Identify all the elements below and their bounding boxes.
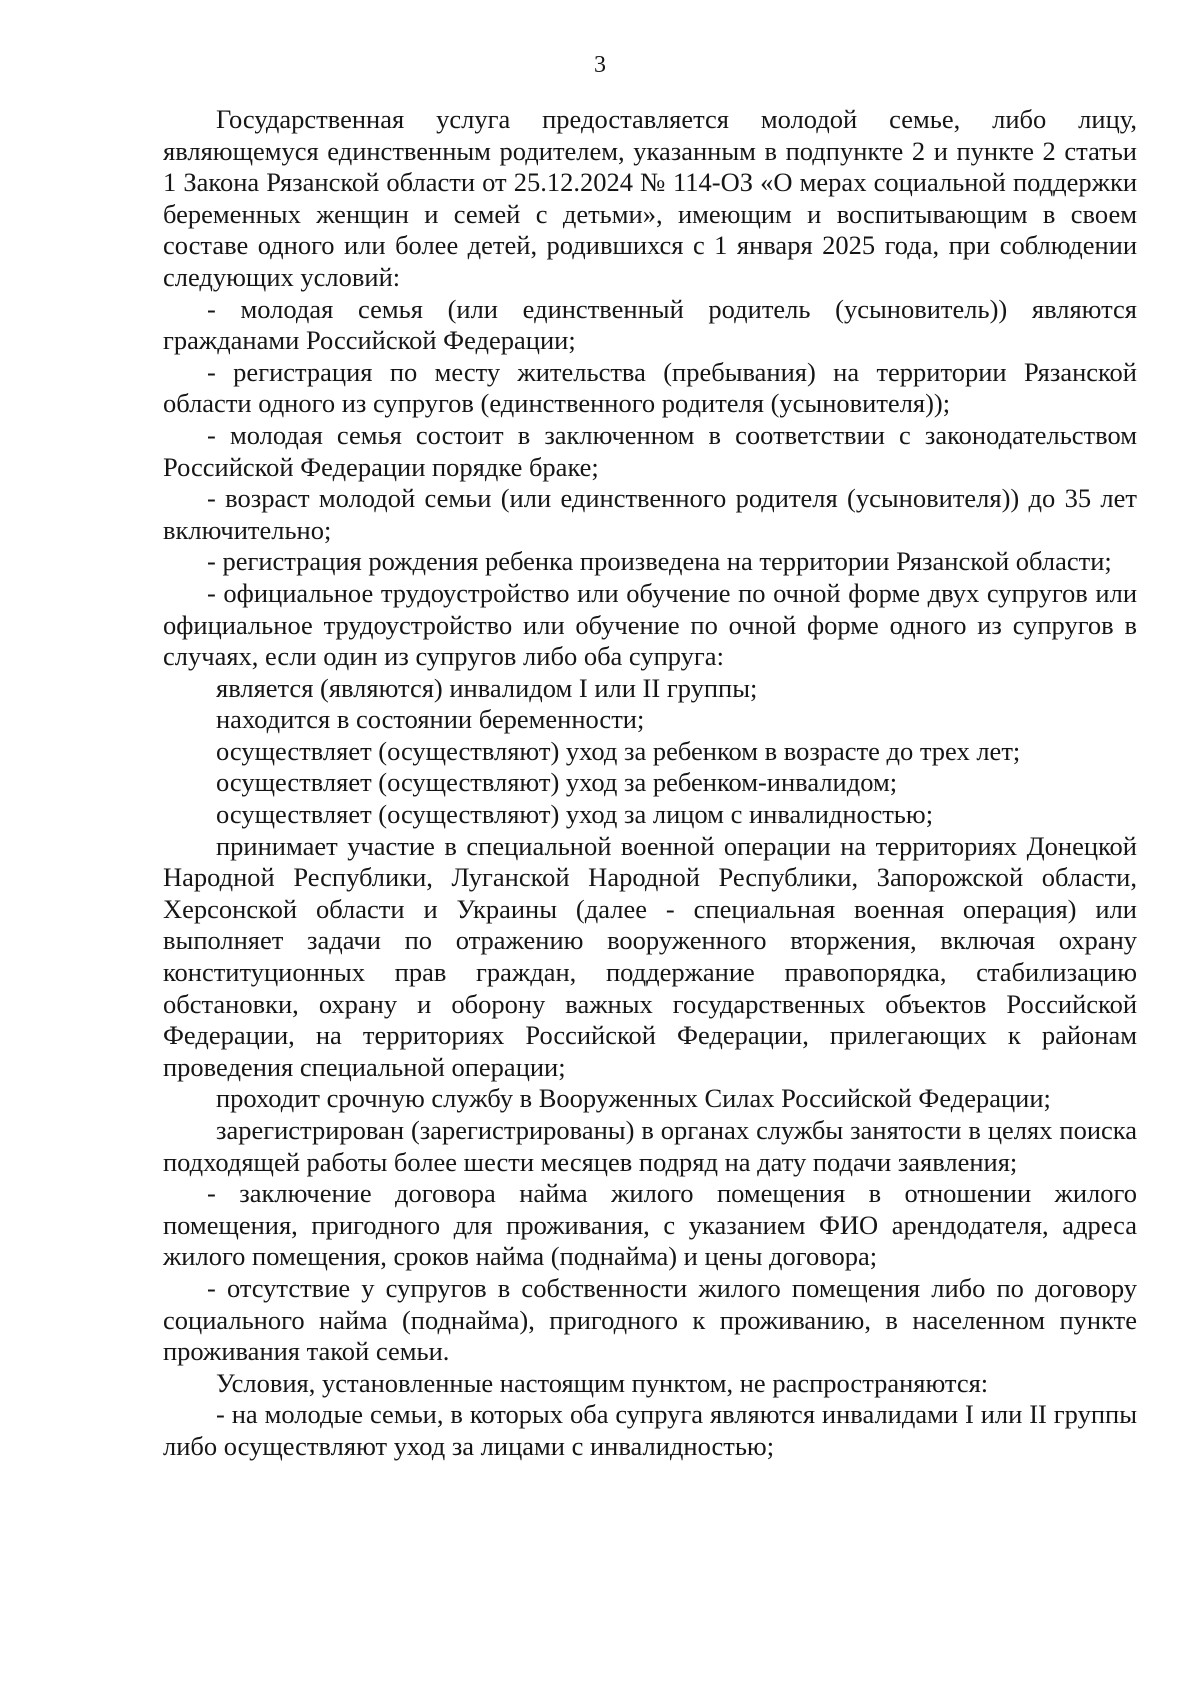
exception-disabled-person-care: осуществляет (осуществляют) уход за лицом с инвалидностью;: [216, 799, 934, 830]
condition-age: - возраст молодой семьи (или единственного родителя (усыновителя)) до 35 лет включительно;: [163, 483, 1137, 545]
condition-rental-agreement: - заключение договора найма жилого помещения в отношении жилого помещения, пригодного для проживания, с указанием ФИО арендодателя, адреса жилого помещения, сроков найма (поднайма) и цены договора;: [163, 1178, 1137, 1272]
exception-disabled-child-care: осуществляет (осуществляют) уход за ребенком-инвалидом;: [216, 767, 898, 798]
document-body: [163, 104, 1137, 1463]
exception-military-operation: принимает участие в специальной военной операции на территориях Донецкой Народной Республики, Луганской Народной Республики, Запорожской области, Херсонской области и Украины (далее - специальная военная операция) или выполняет задачи по отражению вооруженного вторжения, включая охрану конституционных прав граждан, поддержание правопорядка, стабилизацию обстановки, охрану и оборону важных государственных объектов Российской Федерации, на территориях Российской Федерации, прилегающих к районам проведения специальной операции;: [163, 830, 1137, 1082]
condition-no-housing: - отсутствие у супругов в собственности жилого помещения либо по договору социального найма (поднайма), пригодного к проживанию, в населенном пункте проживания такой семьи.: [163, 1272, 1137, 1367]
not-applied-disabled-families: - на молодые семьи, в которых оба супруга являются инвалидами I или II группы либо осуществляют уход за лицами с инвалидностью;: [163, 1399, 1137, 1461]
page-number: 3: [594, 52, 606, 78]
conditions-not-applied-heading: Условия, установленные настоящим пунктом, не распространяются:: [216, 1367, 989, 1398]
intro-paragraph: Государственная услуга предоставляется молодой семье, либо лицу, являющемуся единственным родителем, указанным в подпункте 2 и пункте 2 статьи 1 Закона Рязанской области от 25.12.2024 № 114-ОЗ «О мерах социальной поддержки беременных женщин и семей с детьми», имеющим и воспитывающим в своем составе одного или более детей, родившихся с 1 января 2025 года, при соблюдении следующих условий:: [163, 104, 1137, 292]
exception-child-care: осуществляет (осуществляют) уход за ребенком в возрасте до трех лет;: [216, 735, 1021, 766]
condition-marriage: - молодая семья состоит в заключенном в соответствии с законодательством Российской Федерации порядке браке;: [163, 419, 1137, 482]
exception-disability: является (являются) инвалидом I или II группы;: [216, 672, 758, 703]
exception-pregnancy: находится в состоянии беременности;: [216, 704, 645, 735]
exception-military-service: проходит срочную службу в Вооруженных Силах Российской Федерации;: [216, 1083, 1051, 1114]
exception-unemployment-registration: зарегистрирован (зарегистрированы) в органах службы занятости в целях поиска подходящей работы более шести месяцев подряд на дату подачи заявления;: [163, 1115, 1137, 1177]
condition-employment: - официальное трудоустройство или обучение по очной форме двух супругов или официальное трудоустройство или обучение по очной форме одного из супругов в случаях, если один из супругов либо оба супруга:: [163, 577, 1137, 672]
condition-birth-registration: - регистрация рождения ребенка произведена на территории Рязанской области;: [207, 546, 1112, 577]
condition-registration: - регистрация по месту жительства (пребывания) на территории Рязанской области одного из супругов (единственного родителя (усыновителя));: [163, 356, 1137, 419]
condition-citizenship: - молодая семья (или единственный родитель (усыновитель)) являются гражданами Российской Федерации;: [163, 293, 1137, 356]
